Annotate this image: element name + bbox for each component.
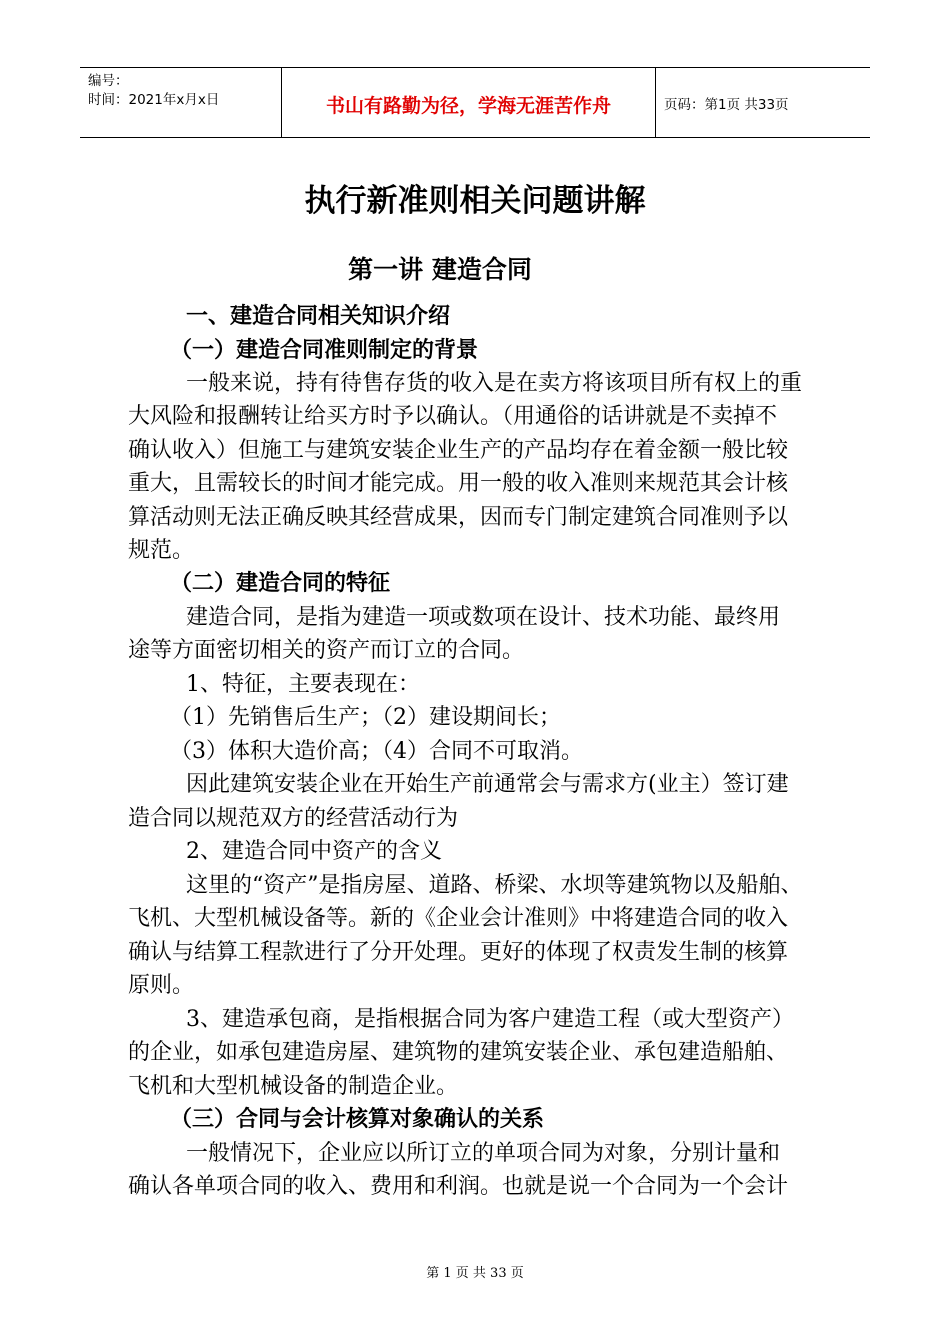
list-heading: 1、特征，主要表现在： [186, 672, 420, 697]
paragraph-line: 确认收入）但施工与建筑安装企业生产的产品均存在着金额一般比较 [128, 438, 789, 463]
paragraph-line: 飞机、大型机械设备等。新的《企业会计准则》中将建造合同的收入 [128, 906, 789, 931]
list-item: （3）体积大造价高；（4）合同不可取消。 [170, 739, 583, 764]
document-time-label: 时间：2021年x月x日 [88, 92, 220, 108]
header-motto-cell [282, 68, 656, 137]
paragraph-line: 的企业，如承包建造房屋、建筑物的建筑安装企业、承包建造船舶、 [128, 1040, 789, 1065]
paragraph-line: 一般情况下，企业应以所订立的单项合同为对象，分别计量和 [186, 1141, 781, 1166]
page-header [80, 67, 870, 138]
header-meta-cell [80, 68, 282, 137]
document-number-label: 编号： [88, 73, 129, 89]
lecture-title: 第一讲 建造合同 [348, 255, 532, 284]
paragraph-line: 原则。 [128, 973, 195, 998]
paragraph-line: 途等方面密切相关的资产而订立的合同。 [128, 638, 525, 663]
motto-text: 书山有路勤为径，学海无涯苦作舟 [325, 95, 611, 117]
paragraph-line: 这里的“资产”是指房屋、道路、桥梁、水坝等建筑物以及船舶、 [186, 873, 803, 898]
page-footer: 第 1 页 共 33 页 [426, 1266, 524, 1281]
list-heading: 2、建造合同中资产的含义 [186, 839, 442, 864]
document-title: 执行新准则相关问题讲解 [304, 183, 646, 219]
list-item: （1）先销售后生产；（2）建设期间长； [170, 705, 561, 730]
paragraph-line: 大风险和报酬转让给买方时予以确认。（用通俗的话讲就是不卖掉不 [128, 404, 778, 429]
page-info: 页码：第1页 共33页 [664, 97, 789, 113]
paragraph-line: 一般来说，持有待售存货的收入是在卖方将该项目所有权上的重 [186, 371, 803, 396]
subsection-heading: （二）建造合同的特征 [170, 571, 391, 596]
paragraph-line: 因此建筑安装企业在开始生产前通常会与需求方(业主）签订建 [186, 772, 789, 797]
paragraph-line: 重大，且需较长的时间才能完成。用一般的收入准则来规范其会计核 [128, 471, 789, 496]
paragraph-line: 3、建造承包商，是指根据合同为客户建造工程（或大型资产） [186, 1007, 794, 1032]
paragraph-line: 规范。 [128, 538, 195, 563]
paragraph-line: 造合同以规范双方的经营活动行为 [128, 806, 459, 831]
section-heading: 一、建造合同相关知识介绍 [186, 304, 451, 329]
subsection-heading: （三）合同与会计核算对象确认的关系 [170, 1107, 545, 1132]
paragraph-line: 确认各单项合同的收入、费用和利润。也就是说一个合同为一个会计 [128, 1174, 789, 1199]
paragraph-line: 确认与结算工程款进行了分开处理。更好的体现了权责发生制的核算 [128, 940, 789, 965]
paragraph-line: 飞机和大型机械设备的制造企业。 [128, 1074, 459, 1099]
paragraph-line: 算活动则无法正确反映其经营成果，因而专门制定建筑合同准则予以 [128, 505, 789, 530]
subsection-heading: （一）建造合同准则制定的背景 [170, 338, 479, 363]
header-page-cell [656, 68, 870, 137]
paragraph-line: 建造合同，是指为建造一项或数项在设计、技术功能、最终用 [186, 605, 781, 630]
